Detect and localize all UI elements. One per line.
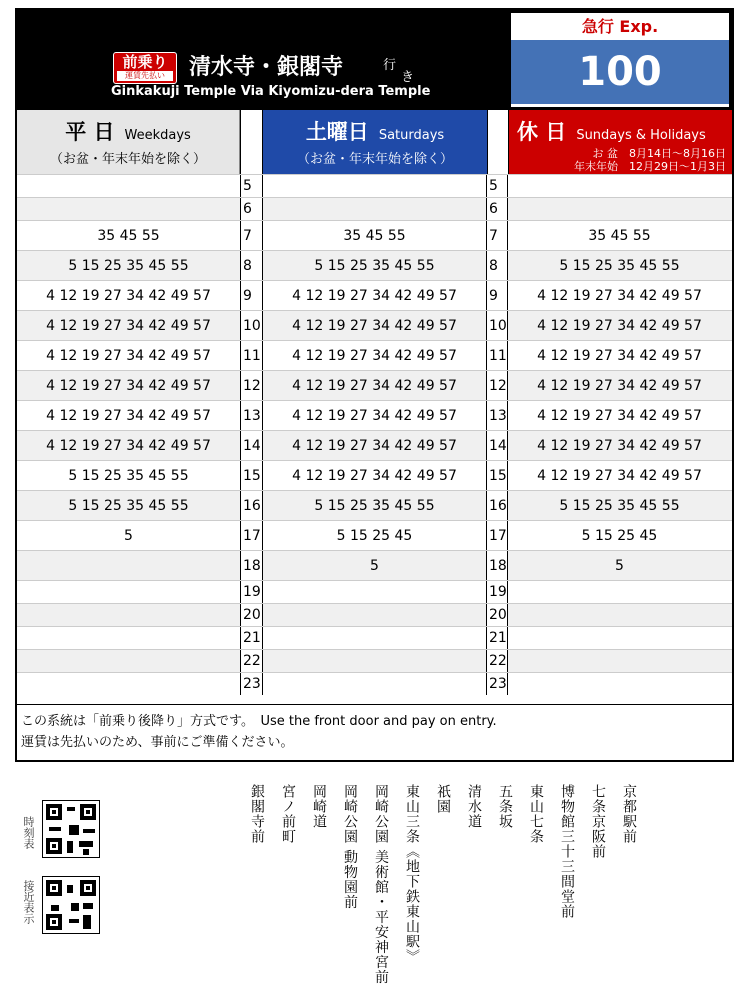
obon-label: お 盆 xyxy=(592,147,618,160)
hour-label: 10 xyxy=(240,311,263,340)
stop-name: 五条坂 xyxy=(497,784,513,829)
hour-label: 5 xyxy=(240,175,263,197)
holiday-minutes: 35 45 55 xyxy=(588,228,651,244)
weekday-minutes: 4 12 19 27 34 42 49 57 xyxy=(46,318,211,334)
holiday-minutes: 4 12 19 27 34 42 49 57 xyxy=(537,318,702,334)
hour-label: 6 xyxy=(240,198,263,220)
saturday-minutes: 35 45 55 xyxy=(343,228,406,244)
holiday-minutes: 4 12 19 27 34 42 49 57 xyxy=(537,408,702,424)
hour-label: 13 xyxy=(486,401,508,430)
stop-name: 岡崎公園 動物園前 xyxy=(342,784,358,910)
route-box xyxy=(511,13,729,107)
weekday-minutes: 4 12 19 27 34 42 49 57 xyxy=(46,288,211,304)
destination-title: 清水寺・銀閣寺 xyxy=(189,55,344,80)
saturday-minutes: 5 15 25 35 45 55 xyxy=(314,258,435,274)
holiday-minutes xyxy=(508,627,731,649)
saturday-minutes: 4 12 19 27 34 42 49 57 xyxy=(292,318,457,334)
weekday-minutes xyxy=(17,604,240,626)
hour-header-gap xyxy=(240,110,263,174)
hour-label: 19 xyxy=(240,581,263,603)
weekday-minutes: 5 xyxy=(124,528,133,544)
hour-label: 22 xyxy=(486,650,508,672)
departure-table xyxy=(17,174,732,695)
table-row xyxy=(17,310,732,340)
badge-top: 前乗り xyxy=(122,53,168,71)
boarding-note xyxy=(17,704,732,760)
weekdays-title: 平 日 xyxy=(65,120,115,144)
stop-name: 宮ノ前町 xyxy=(280,784,296,844)
weekday-minutes: 4 12 19 27 34 42 49 57 xyxy=(46,408,211,424)
saturday-minutes xyxy=(263,650,486,672)
saturday-minutes xyxy=(263,581,486,603)
holiday-minutes xyxy=(508,673,731,695)
table-row xyxy=(17,626,732,649)
hour-label: 20 xyxy=(486,604,508,626)
hour-label: 17 xyxy=(240,521,263,550)
saturdays-title: 土曜日 xyxy=(305,120,369,144)
table-row xyxy=(17,649,732,672)
stop-name: 京都駅前 xyxy=(621,784,637,844)
holiday-minutes xyxy=(508,604,731,626)
hour-label: 8 xyxy=(486,251,508,280)
saturdays-note: （お盆・年末年始を除く） xyxy=(296,152,453,167)
saturday-minutes: 4 12 19 27 34 42 49 57 xyxy=(292,468,457,484)
weekdays-header xyxy=(17,110,240,174)
holiday-minutes: 5 15 25 45 xyxy=(581,528,658,544)
hour-label: 9 xyxy=(240,281,263,310)
table-row xyxy=(17,550,732,580)
holidays-note xyxy=(509,147,732,173)
table-row xyxy=(17,400,732,430)
stop-name: 博物館三十三間堂前 xyxy=(559,784,575,919)
stop-name: 祇園 xyxy=(435,784,451,814)
table-row xyxy=(17,672,732,695)
holiday-minutes: 5 xyxy=(615,558,624,574)
weekday-minutes: 5 15 25 35 45 55 xyxy=(68,258,189,274)
weekday-minutes xyxy=(17,581,240,603)
holiday-minutes: 5 15 25 35 45 55 xyxy=(559,258,680,274)
weekday-minutes xyxy=(17,175,240,197)
route-stop-list xyxy=(222,784,637,984)
saturday-minutes xyxy=(263,175,486,197)
hour-label: 18 xyxy=(486,551,508,580)
hour-label: 15 xyxy=(486,461,508,490)
hour-label: 8 xyxy=(240,251,263,280)
destination-suffix-1: 行 xyxy=(383,58,397,73)
holiday-minutes xyxy=(508,198,731,220)
weekday-minutes: 35 45 55 xyxy=(97,228,160,244)
stop-name: 東山七条 xyxy=(528,784,544,844)
hour-label: 16 xyxy=(240,491,263,520)
hour-label: 7 xyxy=(486,221,508,250)
saturday-minutes xyxy=(263,627,486,649)
hour-label: 16 xyxy=(486,491,508,520)
weekday-minutes xyxy=(17,650,240,672)
hour-label: 11 xyxy=(486,341,508,370)
express-label: 急行 Exp. xyxy=(581,17,659,36)
nenmatsu-label: 年末年始 xyxy=(574,160,618,173)
badge-bottom: 運賃先払い xyxy=(117,71,173,81)
hour-label: 21 xyxy=(240,627,263,649)
hour-label: 5 xyxy=(486,175,508,197)
table-row xyxy=(17,220,732,250)
saturday-minutes: 4 12 19 27 34 42 49 57 xyxy=(292,408,457,424)
holiday-minutes: 5 15 25 35 45 55 xyxy=(559,498,680,514)
holiday-minutes: 4 12 19 27 34 42 49 57 xyxy=(537,348,702,364)
saturday-minutes: 4 12 19 27 34 42 49 57 xyxy=(292,378,457,394)
weekday-minutes: 4 12 19 27 34 42 49 57 xyxy=(46,378,211,394)
weekday-minutes xyxy=(17,551,240,580)
saturdays-title-en: Saturdays xyxy=(378,128,445,143)
front-boarding-badge xyxy=(113,52,177,84)
weekday-minutes: 5 15 25 35 45 55 xyxy=(68,498,189,514)
table-row xyxy=(17,280,732,310)
hour-label: 12 xyxy=(240,371,263,400)
holidays-title: 休 日 xyxy=(517,120,567,144)
saturday-minutes: 5 15 25 35 45 55 xyxy=(314,498,435,514)
saturday-minutes: 5 15 25 45 xyxy=(336,528,413,544)
hour-label: 7 xyxy=(240,221,263,250)
holiday-minutes: 4 12 19 27 34 42 49 57 xyxy=(537,438,702,454)
saturdays-header xyxy=(263,110,487,174)
saturday-minutes xyxy=(263,673,486,695)
saturday-minutes: 4 12 19 27 34 42 49 57 xyxy=(292,348,457,364)
table-row xyxy=(17,603,732,626)
note-line-2: 運賃は先払いのため、事前にご準備ください。 xyxy=(21,735,294,750)
holiday-minutes xyxy=(508,175,731,197)
hour-label: 14 xyxy=(486,431,508,460)
saturday-minutes: 4 12 19 27 34 42 49 57 xyxy=(292,438,457,454)
hour-label: 15 xyxy=(240,461,263,490)
hour-label: 9 xyxy=(486,281,508,310)
saturday-minutes: 5 xyxy=(370,558,379,574)
hour-label: 14 xyxy=(240,431,263,460)
hour-label: 20 xyxy=(240,604,263,626)
holiday-minutes xyxy=(508,581,731,603)
weekday-minutes xyxy=(17,627,240,649)
holiday-minutes: 4 12 19 27 34 42 49 57 xyxy=(537,378,702,394)
hour-label: 22 xyxy=(240,650,263,672)
stop-name: 七条京阪前 xyxy=(590,784,606,859)
approach-qr-label: 接近表示 xyxy=(22,880,35,924)
weekday-minutes: 5 15 25 35 45 55 xyxy=(68,468,189,484)
holiday-minutes: 4 12 19 27 34 42 49 57 xyxy=(537,468,702,484)
stop-name: 岡崎道 xyxy=(311,784,327,829)
obon-dates: 8月14日～8月16日 xyxy=(629,147,726,160)
note-line-1: この系統は「前乗り後降り」方式です。 Use the front door and pay on entry. xyxy=(21,714,497,729)
destination-english: Ginkakuji Temple Via Kiyomizu-dera Temple xyxy=(111,84,431,99)
stop-name: 東山三条《地下鉄東山駅》 xyxy=(404,784,420,964)
saturday-minutes: 4 12 19 27 34 42 49 57 xyxy=(292,288,457,304)
hour-label: 10 xyxy=(486,311,508,340)
timetable-sign xyxy=(15,8,734,762)
timetable-qr-code[interactable] xyxy=(42,800,100,858)
approach-qr-code[interactable] xyxy=(42,876,100,934)
hour-label: 11 xyxy=(240,341,263,370)
hour-label: 21 xyxy=(486,627,508,649)
table-row xyxy=(17,460,732,490)
route-number: 100 xyxy=(511,40,729,104)
table-row xyxy=(17,580,732,603)
saturday-minutes xyxy=(263,604,486,626)
hour-label: 19 xyxy=(486,581,508,603)
hour-label: 23 xyxy=(240,673,263,695)
destination-suffix-2: き xyxy=(401,70,415,85)
weekdays-title-en: Weekdays xyxy=(124,128,191,143)
table-row xyxy=(17,197,732,220)
weekdays-note: （お盆・年末年始を除く） xyxy=(49,152,206,167)
hour-header-gap xyxy=(487,110,509,174)
nenmatsu-dates: 12月29日～1月3日 xyxy=(629,160,726,173)
hour-label: 18 xyxy=(240,551,263,580)
table-row xyxy=(17,250,732,280)
table-row xyxy=(17,430,732,460)
table-row xyxy=(17,370,732,400)
table-row xyxy=(17,520,732,550)
saturday-minutes xyxy=(263,198,486,220)
holiday-minutes xyxy=(508,650,731,672)
hour-label: 23 xyxy=(486,673,508,695)
stop-name: 岡崎公園 美術館・平安神宮前 xyxy=(373,784,389,984)
holidays-title-en: Sundays & Holidays xyxy=(576,128,706,143)
weekday-minutes xyxy=(17,673,240,695)
stop-name: 清水道 xyxy=(466,784,482,829)
weekday-minutes: 4 12 19 27 34 42 49 57 xyxy=(46,438,211,454)
weekday-minutes xyxy=(17,198,240,220)
hour-label: 17 xyxy=(486,521,508,550)
hour-label: 13 xyxy=(240,401,263,430)
weekday-minutes: 4 12 19 27 34 42 49 57 xyxy=(46,348,211,364)
table-row xyxy=(17,340,732,370)
timetable-qr-label: 時刻表 xyxy=(22,816,35,849)
holiday-minutes: 4 12 19 27 34 42 49 57 xyxy=(537,288,702,304)
table-row xyxy=(17,490,732,520)
hour-label: 12 xyxy=(486,371,508,400)
table-row xyxy=(17,174,732,197)
header-bar xyxy=(17,10,732,110)
stop-name: 銀閣寺前 xyxy=(249,784,265,844)
hour-label: 6 xyxy=(486,198,508,220)
holidays-header xyxy=(509,110,732,174)
